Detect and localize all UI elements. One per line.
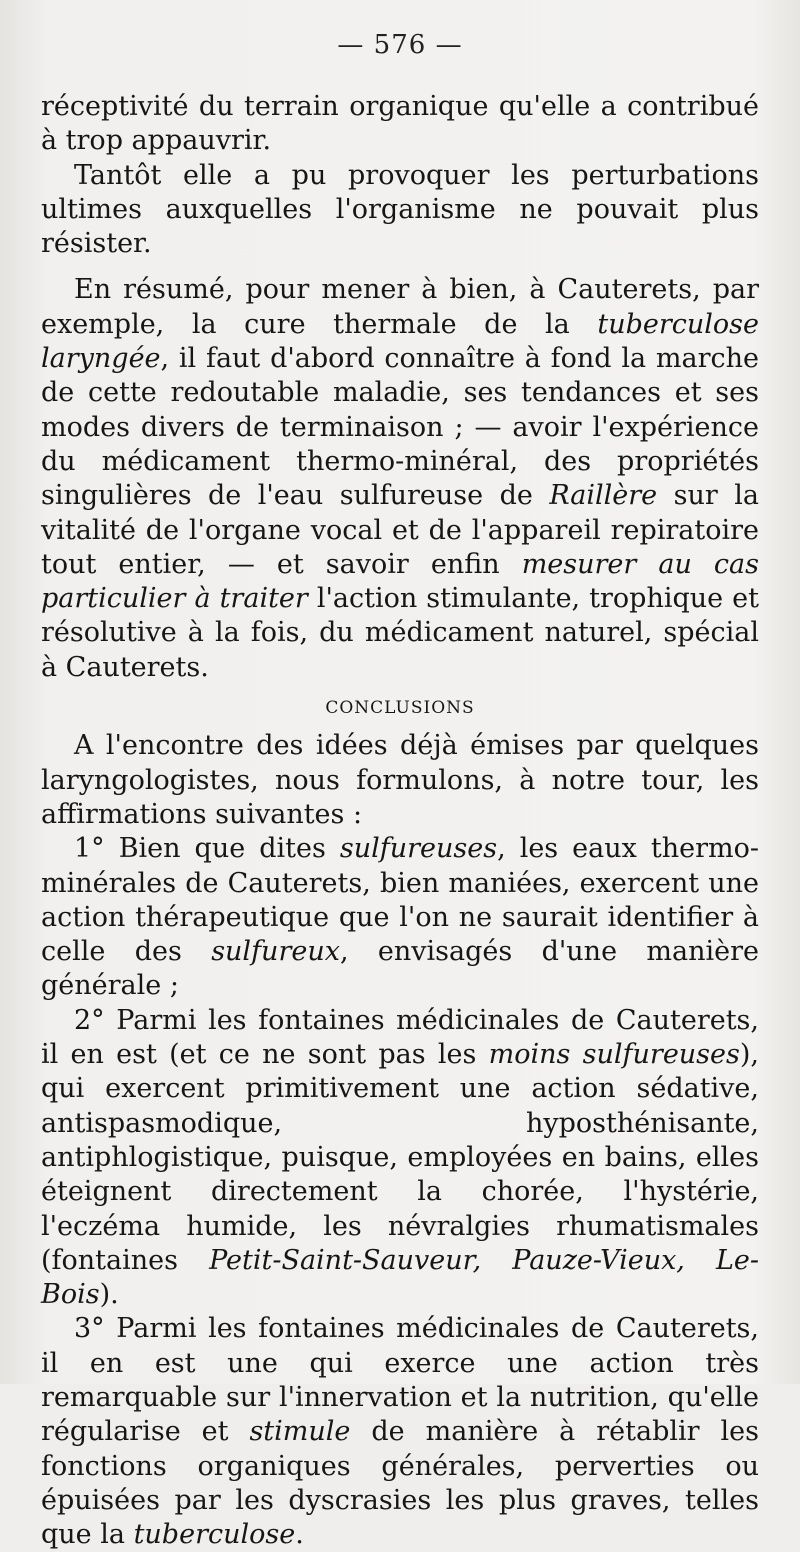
p6-text-e: ). bbox=[99, 1279, 119, 1311]
p3-italic-mesurer: mesurer au cas particulier à traiter bbox=[41, 548, 759, 615]
p7-text-e: . bbox=[295, 1519, 304, 1551]
p6-italic-moins-sulfureuses: moins sulfureuses bbox=[488, 1039, 740, 1071]
paragraph-conclusion-3 bbox=[41, 1312, 759, 1552]
p5-text-a: 1° Bien que dites bbox=[74, 833, 340, 865]
p2-text: Tantôt elle a pu provoquer les perturbations ultimes auxquelles l'organisme ne pouvait plus résister. bbox=[41, 159, 759, 260]
p7-italic-stimule: stimule bbox=[249, 1416, 351, 1448]
p1-text: réceptivité du terrain organique qu'elle a contribué à trop appauvrir. bbox=[41, 91, 759, 157]
p3-text-a: En résumé, pour mener à bien, à Cauterets, par exemple, la cure thermale de la bbox=[41, 274, 759, 340]
p6-italic-fontaines: Petit-Saint-Sauveur, Pauze-Vieux, Le-Bois bbox=[41, 1244, 759, 1311]
p5-text-e: , envisagés d'une manière générale ; bbox=[41, 936, 759, 1002]
p3-text-c: , il faut d'abord connaître à fond la marche de cette redoutable maladie, ses tendances et ses modes divers de terminaison ; — avoir l'expérience du médicament thermo-minéral, des propriétés singulières de l'eau sulfureuse de bbox=[41, 343, 759, 512]
p6-text-a: 2° Parmi les fontaines médicinales de Cauterets, il en est (et ce ne sont pas les bbox=[41, 1004, 759, 1071]
paragraph-continuation bbox=[41, 90, 759, 159]
page-number: — 576 — bbox=[337, 30, 463, 60]
paragraph-conclusion-2 bbox=[41, 1004, 759, 1313]
p3-italic-raillere: Raillère bbox=[549, 480, 658, 512]
p5-text-c: , les eaux thermo-minérales de Cauterets, bien maniées, exercent une action thérapeutique que l'on ne saurait identifier à celle des bbox=[41, 833, 759, 968]
p7-italic-tuberculose: tuberculose bbox=[133, 1519, 296, 1551]
p3-text-g: l'action stimulante, trophique et résolutive à la fois, du médicament naturel, spécial à Cauterets. bbox=[41, 583, 759, 683]
body-text bbox=[41, 90, 759, 1552]
p6-text-c: ), qui exercent primitivement une action sédative, antispasmodique, hyposthénisante, antiphlogistique, puisque, employées en bains, elles éteignent directement la chorée, l'hystérie, l'eczéma humide, les névralgies rhumatismales (fontaines bbox=[41, 1039, 759, 1276]
p3-text-e: sur la vitalité de l'organe vocal et de l'appareil repiratoire tout entier, — et savoir enfin bbox=[41, 480, 759, 580]
paragraph-intro-conclusions bbox=[41, 729, 759, 832]
section-heading: CONCLUSIONS bbox=[325, 698, 475, 719]
p7-text-a: 3° Parmi les fontaines médicinales de Cauterets, il en est une qui exerce une action très remarquable sur l'innervation et la nutrition, qu'elle régularise et bbox=[41, 1313, 759, 1448]
p3-italic-tuberculose: tuberculose laryngée bbox=[41, 308, 759, 375]
p5-italic-sulfureux: sulfureux bbox=[211, 936, 340, 968]
p7-text-c: de manière à rétablir les fonctions organiques générales, perverties ou épuisées par les dyscrasies les plus graves, telles que la bbox=[41, 1416, 759, 1551]
paragraph-resume bbox=[41, 273, 759, 685]
paragraph-perturbations bbox=[41, 159, 759, 262]
p5-italic-sulfureuses: sulfureuses bbox=[339, 833, 498, 865]
p4-text: A l'encontre des idées déjà émises par quelques laryngologistes, nous formulons, à notre tour, les affirmations suivantes : bbox=[41, 730, 759, 830]
paragraph-conclusion-1 bbox=[41, 832, 759, 1003]
